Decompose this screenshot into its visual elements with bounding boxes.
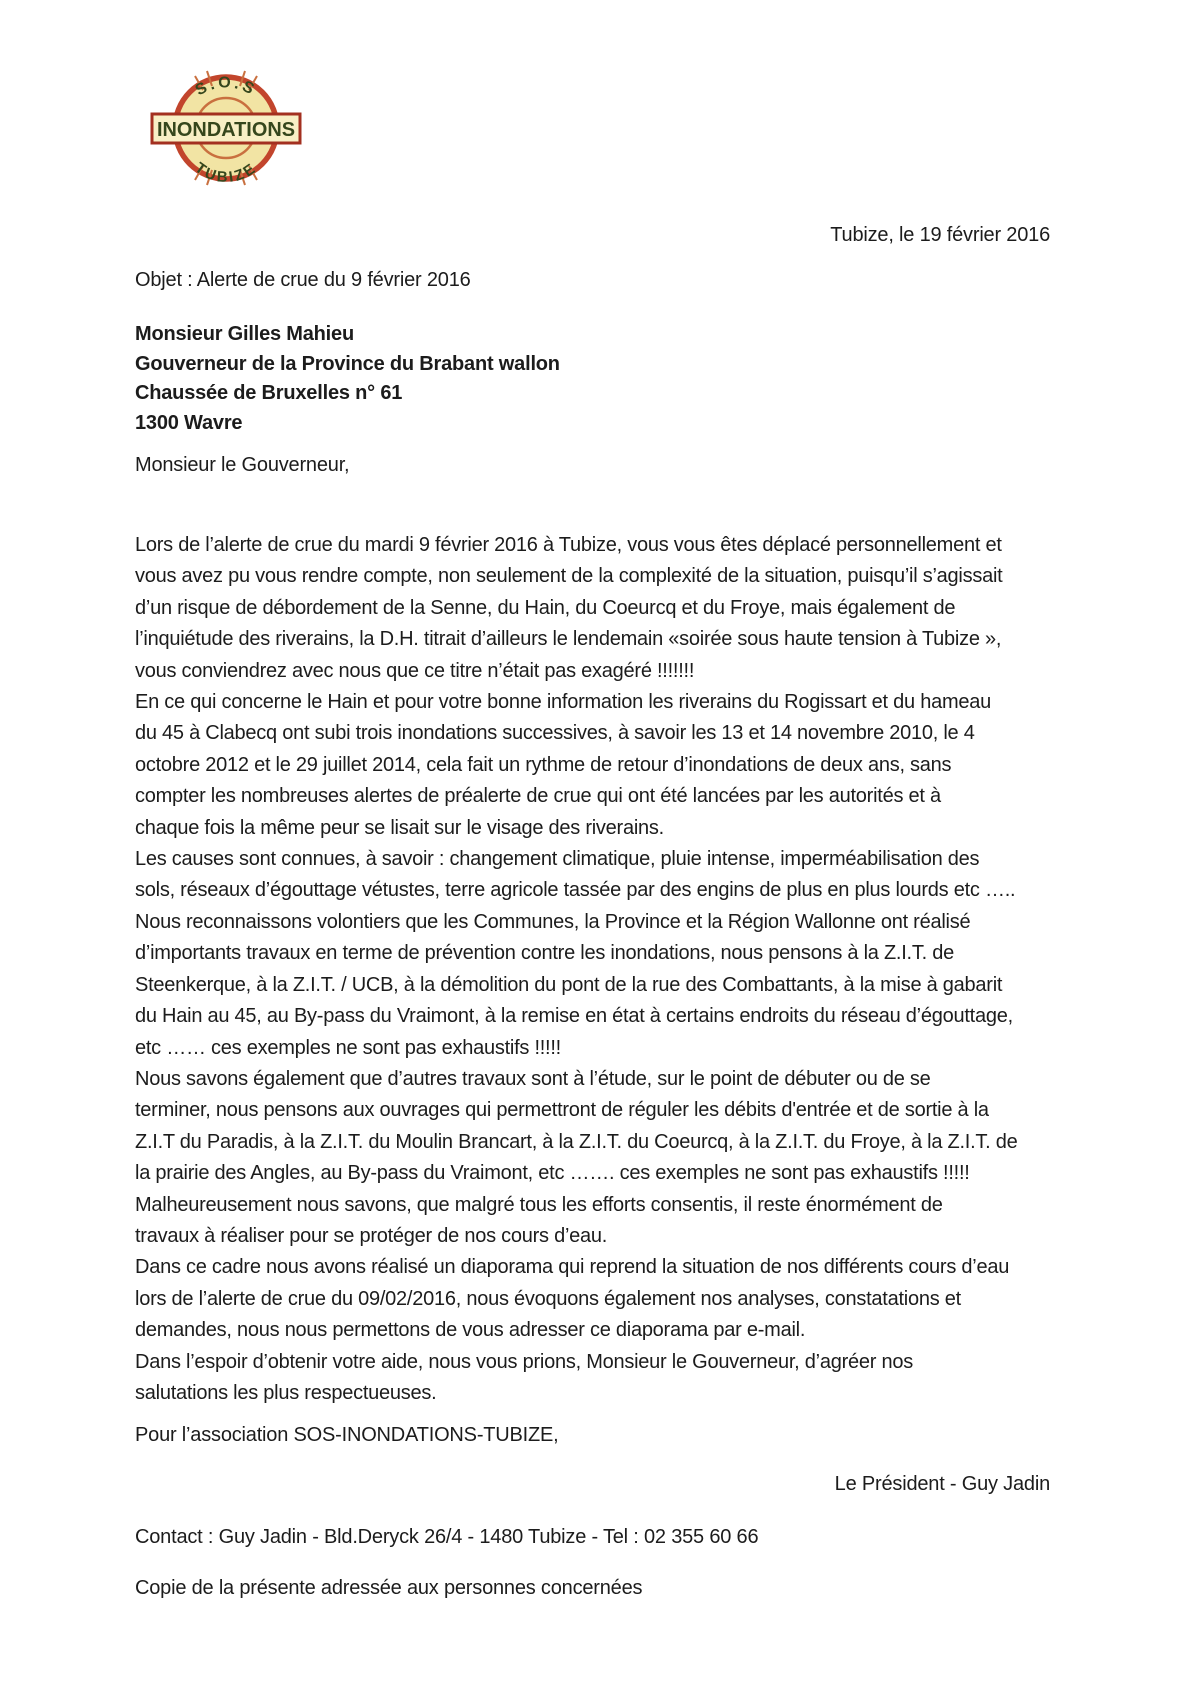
- logo-tubize-text: TUBIZE: [191, 159, 261, 187]
- logo-banner-text: INONDATIONS: [157, 119, 295, 141]
- letter-body: [135, 530, 1095, 1409]
- body-line: travaux à réaliser pour se protéger de nos cours d’eau.: [135, 1224, 608, 1247]
- sos-inondations-tubize-logo: [150, 70, 302, 188]
- body-line: salutations les plus respectueuses.: [135, 1381, 437, 1404]
- signature-line: Le Président - Guy Jadin: [834, 1473, 1050, 1495]
- contact-line: Contact : Guy Jadin - Bld.Deryck 26/4 - 1480 Tubize - Tel : 02 355 60 66: [135, 1526, 759, 1548]
- body-line: Nous savons également que d’autres travaux sont à l’étude, sur le point de débuter ou de se: [135, 1067, 931, 1090]
- body-line: d’importants travaux en terme de prévention contre les inondations, nous pensons à la Z.I.T. de: [135, 942, 954, 965]
- salutation: Monsieur le Gouverneur,: [135, 454, 350, 476]
- body-line: sols, réseaux d’égouttage vétustes, terre agricole tassée par des engins de plus en plus lourds etc …..: [135, 879, 1016, 902]
- body-line: l’inquiétude des riverains, la D.H. titrait d’ailleurs le lendemain «soirée sous haute tension à Tubize »,: [135, 628, 1002, 651]
- body-line: Malheureusement nous savons, que malgré tous les efforts consentis, il reste énormément de: [135, 1193, 943, 1216]
- body-line: lors de l’alerte de crue du 09/02/2016, nous évoquons également nos analyses, constatations et: [135, 1287, 961, 1310]
- date-line: Tubize, le 19 février 2016: [830, 224, 1050, 246]
- body-line: vous conviendrez avec nous que ce titre n’était pas exagéré !!!!!!!: [135, 659, 695, 682]
- recipient-line: 1300 Wavre: [135, 411, 243, 434]
- body-line: vous avez pu vous rendre compte, non seulement de la complexité de la situation, puisqu’il s’agissait: [135, 565, 1003, 588]
- body-line: En ce qui concerne le Hain et pour votre bonne information les riverains du Rogissart et du hameau: [135, 691, 991, 714]
- body-line: compter les nombreuses alertes de préalerte de crue qui ont été lancées par les autorités et à: [135, 785, 941, 808]
- body-line: Les causes sont connues, à savoir : changement climatique, pluie intense, imperméabilisation des: [135, 848, 980, 871]
- copy-line: Copie de la présente adressée aux personnes concernées: [135, 1577, 643, 1599]
- body-line: d’un risque de débordement de la Senne, du Hain, du Coeurcq et du Froye, mais également de: [135, 596, 956, 619]
- body-line: etc …… ces exemples ne sont pas exhaustifs !!!!!: [135, 1036, 561, 1059]
- body-line: terminer, nous pensons aux ouvrages qui permettront de réguler les débits d'entrée et de sortie à la: [135, 1099, 989, 1122]
- recipient-line: Chaussée de Bruxelles n° 61: [135, 382, 403, 404]
- body-line: Lors de l’alerte de crue du mardi 9 février 2016 à Tubize, vous vous êtes déplacé personnellement et: [135, 534, 1002, 556]
- recipient-block: [135, 320, 560, 438]
- body-line: chaque fois la même peur se lisait sur le visage des riverains.: [135, 816, 664, 839]
- recipient-line: Gouverneur de la Province du Brabant wallon: [135, 352, 560, 375]
- body-line: Z.I.T du Paradis, à la Z.I.T. du Moulin Brancart, à la Z.I.T. du Coeurcq, à la Z.I.T. du Froye, à la Z.I.T. de: [135, 1130, 1018, 1153]
- logo-sos-text: S.O.S: [192, 74, 260, 100]
- body-line: Dans ce cadre nous avons réalisé un diaporama qui reprend la situation de nos différents cours d’eau: [135, 1256, 1010, 1279]
- body-line: demandes, nous nous permettons de vous adresser ce diaporama par e-mail.: [135, 1319, 806, 1342]
- subject-line: Objet : Alerte de crue du 9 février 2016: [135, 269, 471, 291]
- body-line: Steenkerque, à la Z.I.T. / UCB, à la démolition du pont de la rue des Combattants, à la mise à gabarit: [135, 973, 1003, 996]
- body-line: du Hain au 45, au By-pass du Vraimont, à la remise en état à certains endroits du réseau d’égouttage,: [135, 1005, 1013, 1028]
- body-line: octobre 2012 et le 29 juillet 2014, cela fait un rythme de retour d’inondations de deux ans, sans: [135, 753, 952, 776]
- recipient-line: Monsieur Gilles Mahieu: [135, 323, 354, 345]
- body-line: Dans l’espoir d’obtenir votre aide, nous vous prions, Monsieur le Gouverneur, d’agréer nos: [135, 1350, 913, 1373]
- body-line: la prairie des Angles, au By-pass du Vraimont, etc ……. ces exemples ne sont pas exhaustifs !!!!!: [135, 1162, 970, 1185]
- lifebuoy-badge-icon: [150, 70, 302, 188]
- body-line: Nous reconnaissons volontiers que les Communes, la Province et la Région Wallonne ont réalisé: [135, 910, 971, 933]
- association-line: Pour l’association SOS-INONDATIONS-TUBIZE,: [135, 1424, 559, 1446]
- body-line: du 45 à Clabecq ont subi trois inondations successives, à savoir les 13 et 14 novembre 2010, le 4: [135, 722, 975, 745]
